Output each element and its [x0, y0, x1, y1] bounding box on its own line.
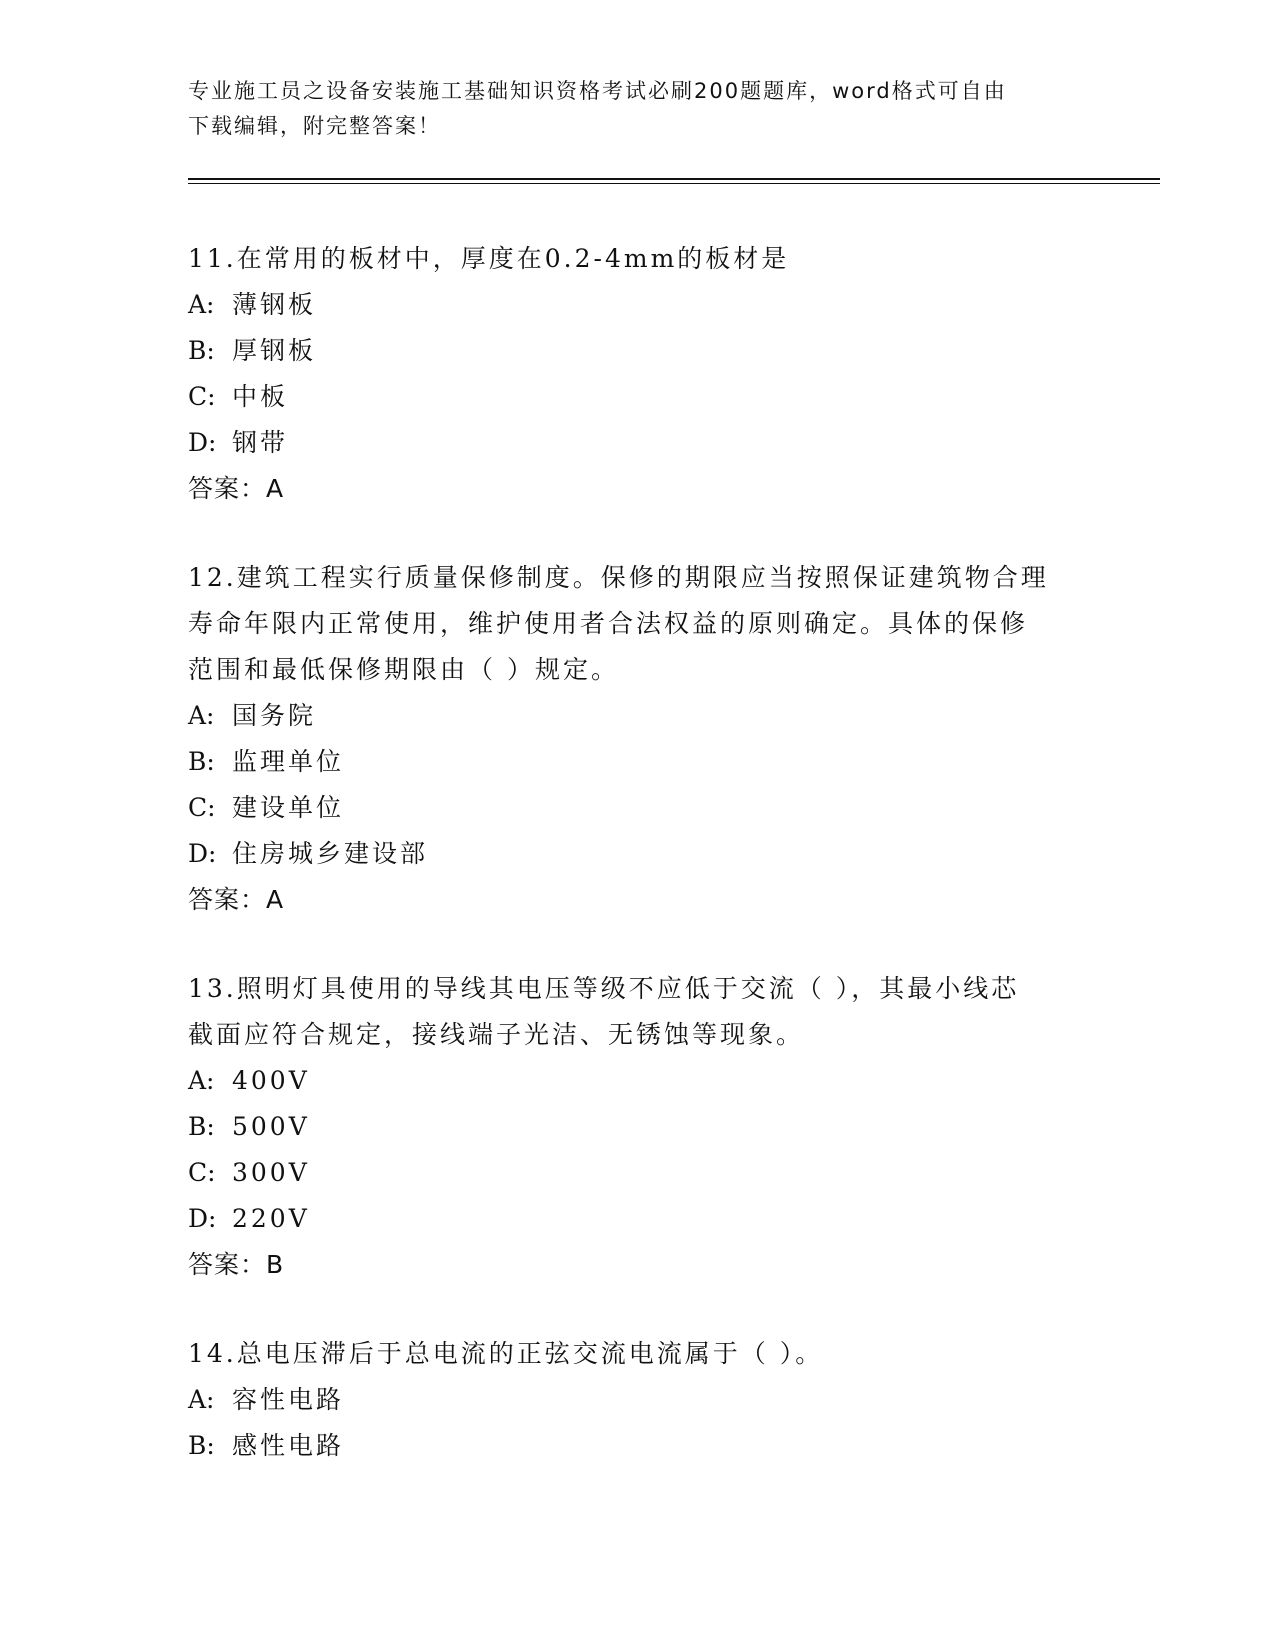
- option-label: D:: [188, 1204, 217, 1233]
- question-stem-line: 范围和最低保修期限由（ ）规定。: [188, 655, 619, 684]
- answer-option: [188, 420, 1088, 466]
- option-text: 中板: [232, 382, 289, 411]
- question-stem-line: 13.照明灯具使用的导线其电压等级不应低于交流（ ），其最小线芯: [188, 974, 1020, 1003]
- question-list: [188, 236, 1088, 1512]
- answer-option: [188, 1423, 1088, 1469]
- answer-key: 答案：A: [188, 474, 285, 503]
- option-text: 建设单位: [232, 793, 345, 822]
- answer-option: [188, 1150, 1088, 1196]
- answer-option: [188, 1058, 1088, 1104]
- option-label: D:: [188, 428, 217, 457]
- answer-option: [188, 739, 1088, 785]
- question-block: [188, 236, 1088, 512]
- answer-key: 答案：A: [188, 885, 285, 914]
- option-text: 400V: [232, 1066, 310, 1095]
- option-label: A:: [188, 1066, 215, 1095]
- question-stem-line: 截面应符合规定，接线端子光洁、无锈蚀等现象。: [188, 1020, 805, 1049]
- answer-option: [188, 374, 1088, 420]
- answer-option: [188, 1377, 1088, 1423]
- answer-option: [188, 693, 1088, 739]
- option-text: 钢带: [232, 428, 289, 457]
- header-divider-thick: [188, 178, 1160, 180]
- option-label: C:: [188, 1158, 216, 1187]
- option-text: 500V: [232, 1112, 310, 1141]
- header-line-1: 专业施工员之设备安装施工基础知识资格考试必刷200题题库，word格式可自由: [188, 79, 1007, 103]
- answer-option: [188, 785, 1088, 831]
- option-text: 220V: [232, 1204, 310, 1233]
- question-block: [188, 966, 1088, 1288]
- option-text: 监理单位: [232, 747, 345, 776]
- option-label: B:: [188, 1112, 215, 1141]
- option-text: 300V: [232, 1158, 310, 1187]
- option-label: C:: [188, 793, 216, 822]
- question-stem-line: 寿命年限内正常使用，维护使用者合法权益的原则确定。具体的保修: [188, 609, 1029, 638]
- question-block: [188, 1331, 1088, 1469]
- answer-option: [188, 1196, 1088, 1242]
- option-text: 厚钢板: [232, 336, 317, 365]
- question-stem-line: 12.建筑工程实行质量保修制度。保修的期限应当按照保证建筑物合理: [188, 563, 1049, 592]
- question-block: [188, 555, 1088, 923]
- option-label: B:: [188, 336, 215, 365]
- option-label: A:: [188, 290, 215, 319]
- question-stem-line: 14.总电压滞后于总电流的正弦交流电流属于（ ）。: [188, 1339, 824, 1368]
- option-text: 容性电路: [232, 1385, 345, 1414]
- answer-option: [188, 831, 1088, 877]
- answer-option: [188, 328, 1088, 374]
- document-header: [188, 74, 1088, 144]
- header-divider-thin: [188, 183, 1160, 184]
- option-label: A:: [188, 1385, 215, 1414]
- question-stem-line: 11.在常用的板材中，厚度在0.2-4mm的板材是: [188, 244, 790, 273]
- option-label: B:: [188, 747, 215, 776]
- header-line-2: 下载编辑，附完整答案！: [188, 114, 441, 138]
- answer-key: 答案：B: [188, 1250, 285, 1279]
- option-label: B:: [188, 1431, 215, 1460]
- answer-option: [188, 282, 1088, 328]
- option-label: C:: [188, 382, 216, 411]
- option-text: 感性电路: [232, 1431, 345, 1460]
- option-label: A:: [188, 701, 215, 730]
- option-text: 住房城乡建设部: [232, 839, 429, 868]
- answer-option: [188, 1104, 1088, 1150]
- option-label: D:: [188, 839, 217, 868]
- option-text: 薄钢板: [232, 290, 317, 319]
- option-text: 国务院: [232, 701, 317, 730]
